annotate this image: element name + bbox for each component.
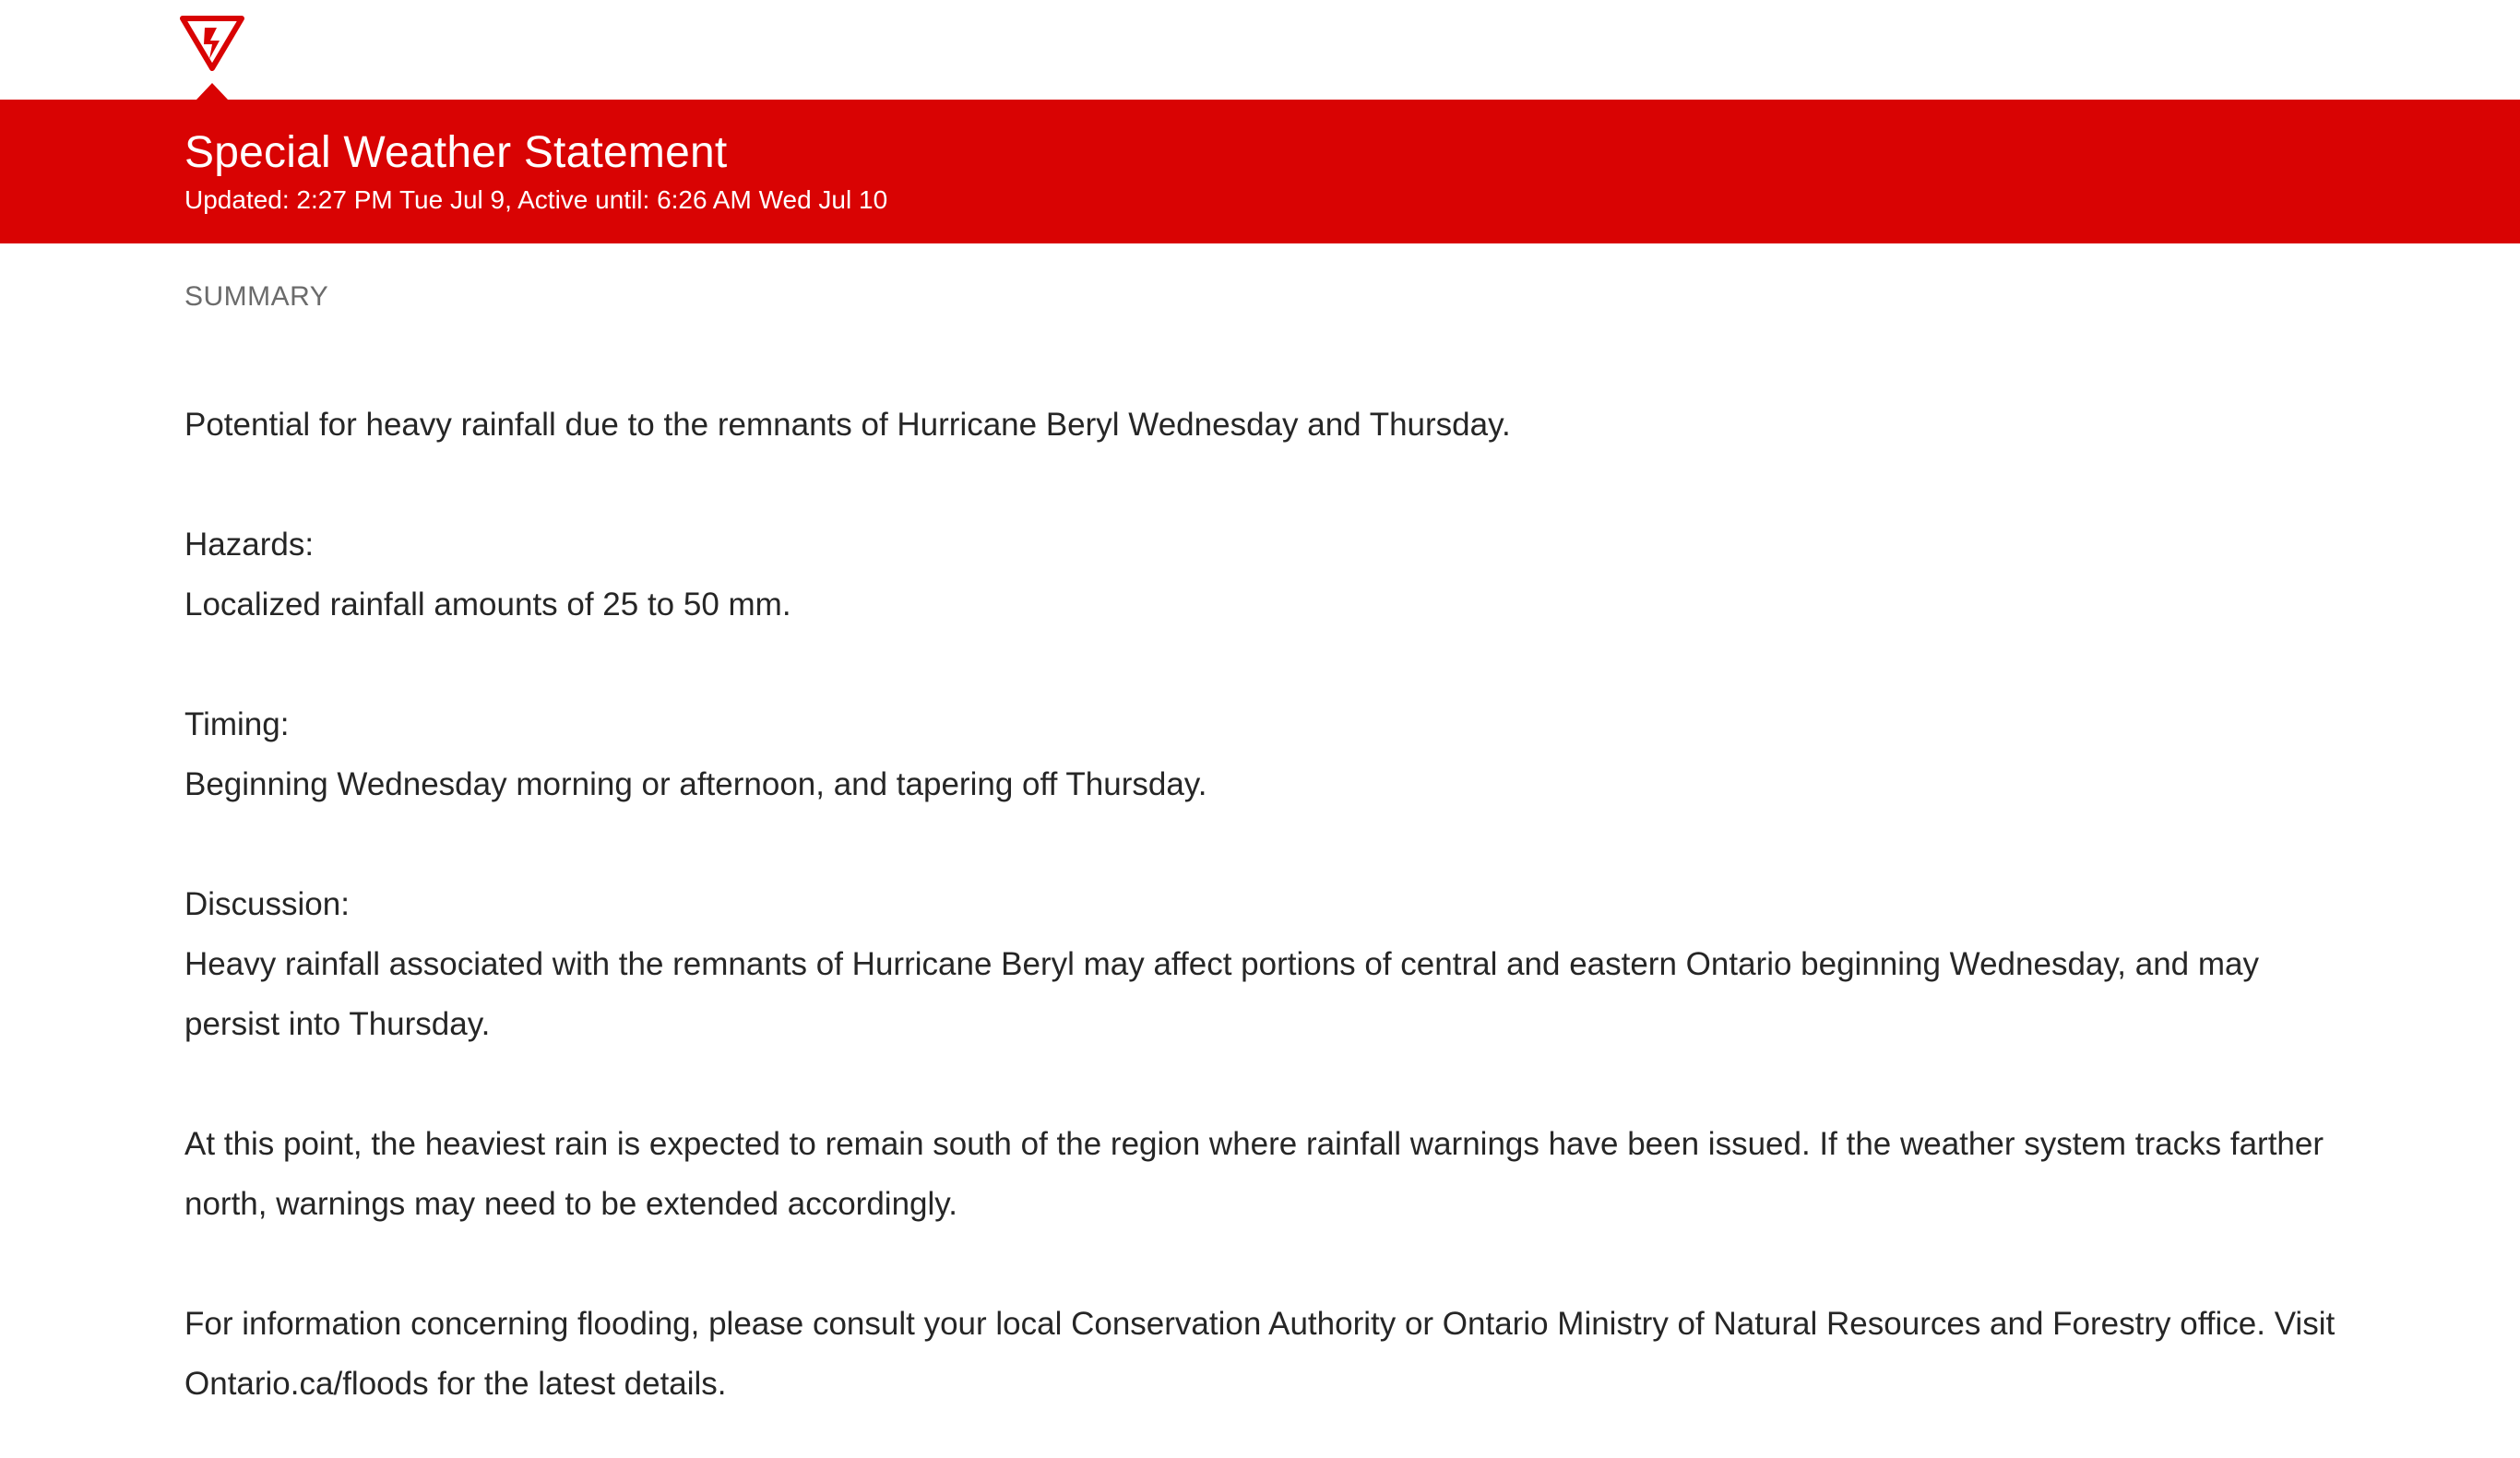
discussion-label: Discussion: bbox=[184, 886, 350, 922]
discussion-paragraph-1: Heavy rainfall associated with the remnants of Hurricane Beryl may affect portions of central and eastern Ontario beginning Wednesday, and may persist into Thursday. bbox=[184, 946, 2259, 1042]
hazards-label: Hazards: bbox=[184, 527, 315, 563]
alert-banner bbox=[0, 100, 2520, 243]
discussion-paragraph-3: For information concerning flooding, please consult your local Conservation Authority or Ontario Ministry of Natural Resources and Forestry office. Visit Ontario.ca/floods for the latest details. bbox=[184, 1306, 2336, 1402]
active-tab-pointer bbox=[196, 83, 228, 100]
discussion-paragraph-2: At this point, the heaviest rain is expected to remain south of the region where rainfall warnings have been issued. If the weather system tracks farther north, warnings may need to be extended accordingly. bbox=[184, 1126, 2324, 1222]
hazards-text: Localized rainfall amounts of 25 to 50 mm. bbox=[184, 587, 791, 622]
alert-title: Special Weather Statement bbox=[184, 128, 728, 177]
alert-body bbox=[184, 395, 2343, 1414]
alert-updated-time: Updated: 2:27 PM Tue Jul 9, Active until: 6:26 AM Wed Jul 10 bbox=[184, 185, 888, 214]
weather-network-logo-icon[interactable] bbox=[177, 13, 247, 74]
intro-text: Potential for heavy rainfall due to the remnants of Hurricane Beryl Wednesday and Thursday. bbox=[184, 407, 1511, 443]
timing-label: Timing: bbox=[184, 706, 290, 742]
timing-text: Beginning Wednesday morning or afternoon, and tapering off Thursday. bbox=[184, 766, 1207, 802]
top-bar bbox=[0, 0, 2520, 100]
summary-section-label: SUMMARY bbox=[184, 281, 329, 312]
